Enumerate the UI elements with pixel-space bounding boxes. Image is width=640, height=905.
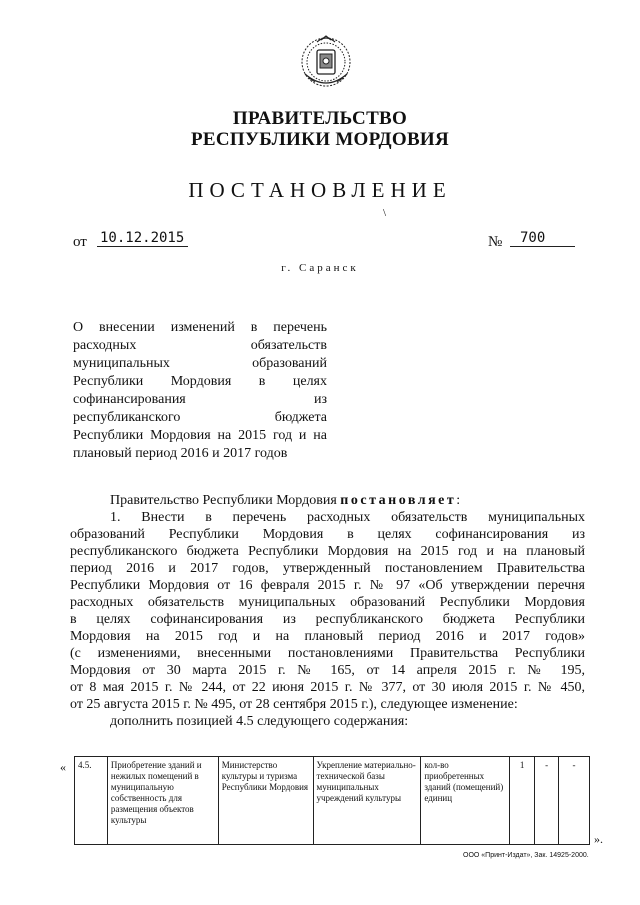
cell-number: 4.5. [75,757,108,845]
body-line: расходных обязательств муниципальных образований Республики Мордовия [70,595,585,610]
coat-of-arms-icon [295,30,357,94]
document-type: ПОСТАНОВЛЕНИЕ [188,178,452,202]
printer-imprint: ООО «Принт-Издат», Зак. 14925-2000. [463,852,589,859]
body-line: Республики Мордовия от 16 февраля 2015 г. № 97 «Об утверждении перечня [70,578,585,593]
subject-line: Республики Мордовия на 2015 год и на [73,428,327,443]
subject-line: О внесении изменений в перечень [73,320,327,335]
organization-name-line2: РЕСПУБЛИКИ МОРДОВИЯ [190,129,450,150]
city-text: г. Саранск [281,262,359,274]
intro-suffix: : [456,493,461,508]
document-body [70,492,585,730]
table-open-quote: « [60,760,66,774]
cell-indicator: кол-во приобретенных зданий (помещений) единиц [421,757,510,845]
subject-line: расходных обязательств [73,338,327,353]
body-line: Мордовия на 2015 год и на плановый период 2016 и 2017 годов» [70,629,585,644]
document-number: 700 [510,230,575,247]
subject-line: муниципальных образований [73,356,327,371]
subject-line: Республики Мордовия в целях [73,374,327,389]
stray-mark: \ [383,207,387,219]
cell-value-2016: - [535,757,559,845]
subject-line: софинансирования из [73,392,327,407]
intro-decree-word: постановляет [340,493,457,508]
document-subject [73,319,327,463]
table-close-quote: ». [594,832,603,846]
subject-line: республиканского бюджета [73,410,327,425]
intro-line [70,492,585,509]
cell-expense-name: Приобретение зданий и нежилых помещений в муниципальную собственность для размещения объектов культуры [107,757,218,845]
subject-line: плановый период 2016 и 2017 годов [73,446,288,461]
body-line: в целях софинансирования из республиканского бюджета Республики [70,612,585,627]
date-label: от [73,234,87,250]
body-line: 1. Внести в перечень расходных обязательств муниципальных [110,510,585,525]
intro-prefix: Правительство Республики Мордовия [110,493,341,508]
body-line: образований Республики Мордовия в целях софинансирования из [70,527,585,542]
table-row [75,757,590,845]
body-line: от 25 августа 2015 г. № 495, от 28 сентября 2015 г.), следующее изменение: [70,697,518,712]
body-line: республиканского бюджета Республики Мордовия на 2015 год и на плановый [70,544,585,559]
city [0,262,640,274]
cell-goal: Укрепление материально-технической базы муниципальных учреждений культуры [313,757,421,845]
document-date: 10.12.2015 [97,230,188,247]
position-table [74,756,590,845]
body-line: Мордовия от 30 марта 2015 г. № 165, от 14 апреля 2015 г. № 195, [70,663,585,678]
organization-name-line1: ПРАВИТЕЛЬСТВО [232,108,408,129]
body-line: (с изменениями, внесенными постановлениями Правительства Республики [70,646,585,661]
number-label: № [488,234,503,250]
cell-value-2017: - [559,757,590,845]
body-line: от 8 мая 2015 г. № 244, от 22 июня 2015 г. № 377, от 30 июля 2015 г. № 450, [70,680,585,695]
cell-value-2015: 1 [510,757,535,845]
body-line-last: дополнить позицией 4.5 следующего содержания: [110,714,409,729]
body-line: период 2016 и 2017 годов, утвержденный постановлением Правительства [70,561,585,576]
cell-ministry: Министерство культуры и туризма Республики Мордовия [218,757,313,845]
